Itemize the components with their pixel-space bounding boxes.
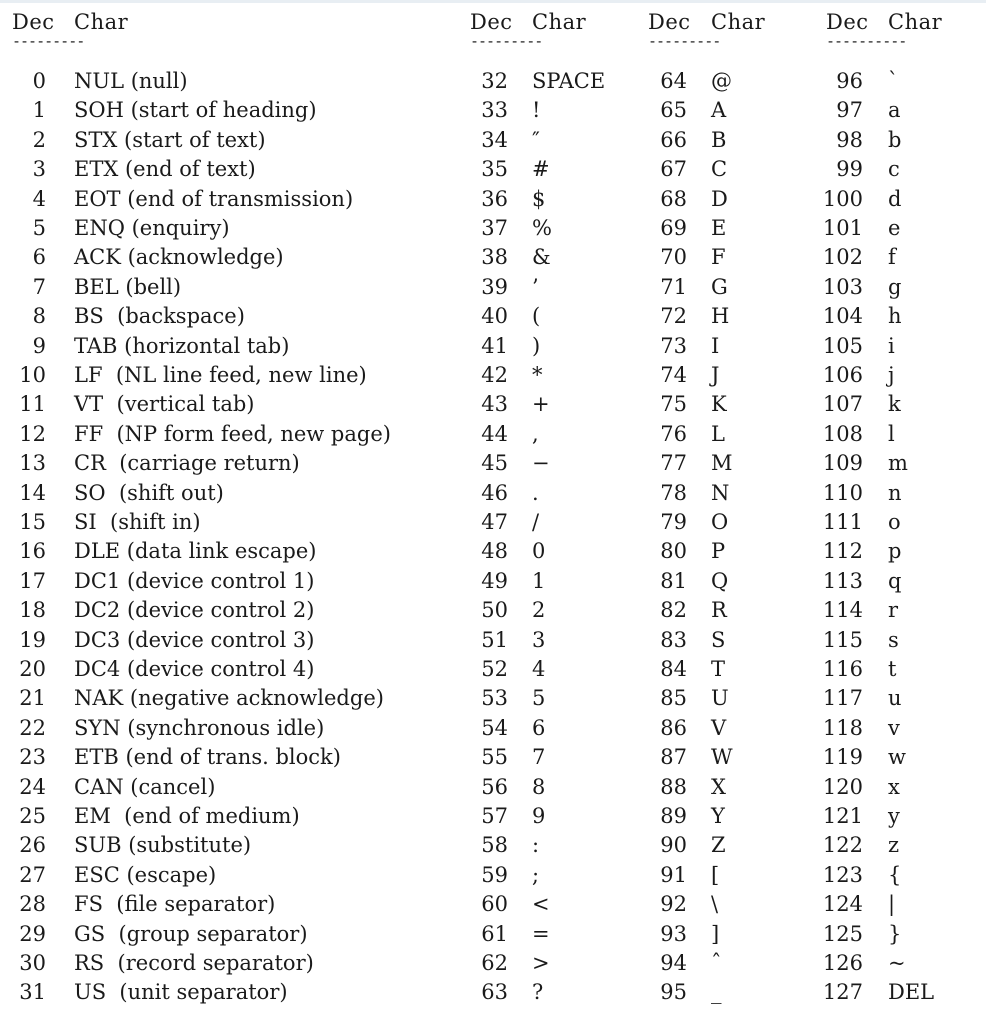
dec-value: 74: [660, 363, 687, 387]
char-value: U: [711, 686, 729, 711]
dec-value: 16: [19, 539, 46, 564]
header-dec: Dec: [12, 10, 55, 34]
dec-value: 25: [19, 804, 46, 828]
char-value: B: [711, 127, 727, 152]
char-value: |: [888, 892, 896, 917]
dec-value: 47: [481, 510, 508, 534]
dec-value: 75: [660, 392, 687, 417]
dec-value: 20: [19, 657, 46, 681]
dec-value: 36: [481, 186, 508, 211]
char-value: BEL (bell): [74, 274, 182, 299]
dec-value: 103: [822, 274, 863, 299]
char-value: FF (NP form feed, new page): [74, 421, 391, 446]
char-value: BS (backspace): [74, 304, 245, 329]
char-value: *: [532, 363, 543, 387]
dec-value: 18: [19, 598, 46, 623]
char-value: SOH (start of heading): [74, 98, 317, 123]
dec-value: 38: [481, 245, 508, 270]
dec-value: 119: [822, 745, 863, 770]
char-value: S: [711, 627, 726, 652]
char-value: o: [888, 510, 901, 534]
dec-value: 107: [822, 392, 863, 417]
char-value: DC4 (device control 4): [74, 657, 315, 681]
header-dec: Dec: [648, 10, 691, 34]
dec-value: 19: [19, 627, 46, 652]
dec-value: 24: [19, 774, 46, 799]
char-value: j: [888, 363, 895, 387]
dec-value: 99: [836, 157, 863, 182]
dec-value: 86: [660, 715, 687, 740]
dec-value: 9: [32, 333, 46, 358]
dec-value: 4: [32, 186, 46, 211]
char-value: RS (record separator): [74, 951, 314, 975]
dec-value: 104: [822, 304, 863, 329]
char-value: >: [532, 951, 550, 975]
char-value: &: [532, 245, 551, 270]
dec-value: 53: [481, 686, 508, 711]
dec-value: 73: [660, 333, 687, 358]
char-value: DC3 (device control 3): [74, 627, 315, 652]
dec-value: 26: [19, 833, 46, 858]
dec-value: 50: [481, 598, 508, 623]
char-value: SYN (synchronous idle): [74, 715, 325, 740]
dec-value: 29: [19, 921, 46, 946]
char-value: z: [888, 833, 900, 858]
dec-value: 126: [822, 951, 863, 975]
dec-value: 115: [822, 627, 863, 652]
char-value: C: [711, 157, 728, 182]
header-char: Char: [888, 10, 943, 34]
char-value: u: [888, 686, 902, 711]
dec-value: 10: [19, 363, 46, 387]
dec-value: 31: [19, 980, 46, 1005]
char-value: x: [888, 774, 900, 799]
dec-value: 98: [836, 127, 863, 152]
dec-value: 78: [660, 480, 687, 505]
char-value: CR (carriage return): [74, 451, 300, 476]
char-value: }: [888, 921, 902, 946]
dec-value: 102: [822, 245, 863, 270]
char-value: t: [888, 657, 897, 681]
dec-value: 95: [660, 980, 687, 1005]
dec-value: 106: [822, 363, 863, 387]
dec-value: 110: [822, 480, 863, 505]
char-value: 6: [532, 715, 546, 740]
dec-value: 127: [822, 980, 863, 1005]
char-value: f: [888, 245, 896, 270]
dec-value: 108: [822, 421, 863, 446]
char-value: NAK (negative acknowledge): [74, 686, 384, 711]
header-dec: Dec: [826, 10, 869, 34]
char-value: O: [711, 510, 729, 534]
char-value: ]: [711, 921, 720, 946]
dec-value: 2: [32, 127, 46, 152]
dec-value: 28: [19, 892, 46, 917]
char-value: Q: [711, 568, 729, 593]
char-value: _: [711, 980, 722, 1005]
char-value: =: [532, 921, 550, 946]
char-value: ?: [532, 980, 544, 1005]
char-value: w: [888, 745, 906, 770]
header-separator: ---------: [12, 32, 85, 50]
char-value: CAN (cancel): [74, 774, 216, 799]
dec-value: 34: [481, 127, 508, 152]
char-value: EOT (end of transmission): [74, 186, 354, 211]
char-value: VT (vertical tab): [74, 392, 255, 417]
char-value: p: [888, 539, 902, 564]
char-value: 8: [532, 774, 546, 799]
dec-value: 35: [481, 157, 508, 182]
dec-value: 117: [822, 686, 863, 711]
char-value: SPACE: [532, 69, 606, 93]
char-value: r: [888, 598, 899, 623]
char-value: LF (NL line feed, new line): [74, 363, 367, 387]
dec-value: 58: [481, 833, 508, 858]
dec-value: 64: [660, 69, 687, 93]
dec-value: 1: [32, 98, 46, 123]
dec-value: 109: [822, 451, 863, 476]
dec-value: 82: [660, 598, 687, 623]
dec-value: 0: [32, 69, 46, 93]
dec-value: 124: [822, 892, 863, 917]
char-value: EM (end of medium): [74, 804, 300, 828]
char-value: i: [888, 333, 895, 358]
char-value: 3: [532, 627, 546, 652]
dec-value: 42: [481, 363, 508, 387]
char-value: 4: [532, 657, 546, 681]
char-value: DC2 (device control 2): [74, 598, 315, 623]
char-value: SI (shift in): [74, 510, 201, 534]
dec-value: 30: [19, 951, 46, 975]
dec-value: 65: [660, 98, 687, 123]
header-separator: ---------: [470, 32, 543, 50]
dec-value: 111: [822, 510, 863, 534]
char-value: A: [711, 98, 727, 123]
dec-value: 112: [822, 539, 863, 564]
header-separator: ---------: [648, 32, 721, 50]
char-value: K: [711, 392, 727, 417]
char-value: v: [888, 715, 900, 740]
dec-value: 89: [660, 804, 687, 828]
dec-value: 113: [822, 568, 863, 593]
dec-value: 33: [481, 98, 508, 123]
char-value: 7: [532, 745, 546, 770]
char-value: −: [532, 451, 550, 476]
dec-value: 32: [481, 69, 508, 93]
char-value: n: [888, 480, 902, 505]
dec-value: 114: [822, 598, 863, 623]
char-value: !: [532, 98, 541, 123]
header-char: Char: [711, 10, 766, 34]
char-value: (: [532, 304, 541, 329]
char-value: W: [711, 745, 733, 770]
char-value: `: [888, 69, 899, 93]
char-value: X: [711, 774, 726, 799]
char-value: I: [711, 333, 720, 358]
char-value: ″: [532, 127, 540, 152]
dec-value: 21: [19, 686, 46, 711]
dec-value: 52: [481, 657, 508, 681]
dec-value: 3: [32, 157, 46, 182]
char-value: y: [888, 804, 900, 828]
dec-value: 93: [660, 921, 687, 946]
char-value: <: [532, 892, 550, 917]
char-value: ~: [888, 951, 906, 975]
dec-value: 96: [836, 69, 863, 93]
char-value: ENQ (enquiry): [74, 216, 230, 240]
char-value: STX (start of text): [74, 127, 266, 152]
dec-value: 83: [660, 627, 687, 652]
char-value: P: [711, 539, 726, 564]
char-value: ): [532, 333, 541, 358]
dec-value: 27: [19, 862, 46, 887]
char-value: ETX (end of text): [74, 157, 256, 182]
dec-value: 43: [481, 392, 508, 417]
char-value: ˆ: [711, 951, 722, 975]
dec-value: 90: [660, 833, 687, 858]
dec-value: 94: [660, 951, 687, 975]
header-separator: ----------: [826, 32, 907, 50]
dec-value: 15: [19, 510, 46, 534]
dec-value: 81: [660, 568, 687, 593]
dec-value: 46: [481, 480, 508, 505]
char-value: DC1 (device control 1): [74, 568, 315, 593]
header-char: Char: [74, 10, 129, 34]
char-value: a: [888, 98, 901, 123]
dec-value: 54: [481, 715, 508, 740]
char-value: k: [888, 392, 901, 417]
dec-value: 71: [660, 274, 687, 299]
dec-value: 17: [19, 568, 46, 593]
dec-value: 101: [822, 216, 863, 240]
dec-value: 61: [481, 921, 508, 946]
char-value: SO (shift out): [74, 480, 224, 505]
dec-value: 37: [481, 216, 508, 240]
char-value: e: [888, 216, 901, 240]
char-value: 2: [532, 598, 546, 623]
dec-value: 92: [660, 892, 687, 917]
dec-value: 121: [822, 804, 863, 828]
char-value: @: [711, 69, 732, 93]
dec-value: 45: [481, 451, 508, 476]
char-value: 1: [532, 568, 546, 593]
dec-value: 44: [481, 421, 508, 446]
dec-value: 120: [822, 774, 863, 799]
char-value: DLE (data link escape): [74, 539, 317, 564]
dec-value: 59: [481, 862, 508, 887]
char-value: SUB (substitute): [74, 833, 252, 858]
char-value: ’: [532, 274, 539, 299]
dec-value: 5: [32, 216, 46, 240]
char-value: Z: [711, 833, 726, 858]
header-char: Char: [532, 10, 587, 34]
char-value: FS (file separator): [74, 892, 276, 917]
dec-value: 62: [481, 951, 508, 975]
dec-value: 57: [481, 804, 508, 828]
char-value: $: [532, 186, 546, 211]
char-value: b: [888, 127, 902, 152]
char-value: GS (group separator): [74, 921, 308, 946]
char-value: l: [888, 421, 895, 446]
char-value: H: [711, 304, 730, 329]
dec-value: 66: [660, 127, 687, 152]
dec-value: 77: [660, 451, 687, 476]
char-value: ACK (acknowledge): [74, 245, 284, 270]
dec-value: 14: [19, 480, 46, 505]
char-value: #: [532, 157, 550, 182]
dec-value: 100: [822, 186, 863, 211]
dec-value: 40: [481, 304, 508, 329]
char-value: ESC (escape): [74, 862, 217, 887]
char-value: ETB (end of trans. block): [74, 745, 341, 770]
top-border: [0, 0, 986, 3]
char-value: h: [888, 304, 902, 329]
dec-value: 48: [481, 539, 508, 564]
dec-value: 11: [19, 392, 46, 417]
char-value: /: [532, 510, 540, 534]
dec-value: 68: [660, 186, 687, 211]
char-value: E: [711, 216, 727, 240]
dec-value: 123: [822, 862, 863, 887]
char-value: {: [888, 862, 902, 887]
dec-value: 69: [660, 216, 687, 240]
char-value: s: [888, 627, 899, 652]
char-value: 5: [532, 686, 546, 711]
dec-value: 12: [19, 421, 46, 446]
dec-value: 91: [660, 862, 687, 887]
dec-value: 87: [660, 745, 687, 770]
dec-value: 39: [481, 274, 508, 299]
dec-value: 6: [32, 245, 46, 270]
char-value: M: [711, 451, 733, 476]
char-value: +: [532, 392, 550, 417]
dec-value: 49: [481, 568, 508, 593]
char-value: :: [532, 833, 540, 858]
dec-value: 51: [481, 627, 508, 652]
char-value: 0: [532, 539, 546, 564]
char-value: g: [888, 274, 902, 299]
char-value: .: [532, 480, 539, 505]
char-value: N: [711, 480, 730, 505]
dec-value: 70: [660, 245, 687, 270]
char-value: \: [711, 892, 719, 917]
dec-value: 23: [19, 745, 46, 770]
char-value: %: [532, 216, 552, 240]
dec-value: 88: [660, 774, 687, 799]
dec-value: 118: [822, 715, 863, 740]
dec-value: 13: [19, 451, 46, 476]
char-value: US (unit separator): [74, 980, 288, 1005]
dec-value: 67: [660, 157, 687, 182]
dec-value: 55: [481, 745, 508, 770]
char-value: T: [711, 657, 726, 681]
dec-value: 84: [660, 657, 687, 681]
char-value: R: [711, 598, 727, 623]
char-value: 9: [532, 804, 546, 828]
char-value: D: [711, 186, 728, 211]
dec-value: 116: [822, 657, 863, 681]
dec-value: 85: [660, 686, 687, 711]
char-value: J: [711, 363, 720, 387]
char-value: Y: [711, 804, 725, 828]
dec-value: 63: [481, 980, 508, 1005]
char-value: ;: [532, 862, 540, 887]
char-value: L: [711, 421, 725, 446]
char-value: TAB (horizontal tab): [74, 333, 290, 358]
char-value: DEL: [888, 980, 935, 1005]
dec-value: 105: [822, 333, 863, 358]
dec-value: 22: [19, 715, 46, 740]
char-value: d: [888, 186, 902, 211]
dec-value: 56: [481, 774, 508, 799]
dec-value: 41: [481, 333, 508, 358]
char-value: q: [888, 568, 902, 593]
dec-value: 8: [32, 304, 46, 329]
dec-value: 80: [660, 539, 687, 564]
dec-value: 79: [660, 510, 687, 534]
char-value: c: [888, 157, 900, 182]
char-value: [: [711, 862, 720, 887]
dec-value: 72: [660, 304, 687, 329]
char-value: ,: [532, 421, 539, 446]
dec-value: 76: [660, 421, 687, 446]
header-dec: Dec: [470, 10, 513, 34]
char-value: NUL (null): [74, 69, 188, 93]
char-value: V: [711, 715, 727, 740]
dec-value: 125: [822, 921, 863, 946]
char-value: F: [711, 245, 726, 270]
dec-value: 97: [836, 98, 863, 123]
dec-value: 60: [481, 892, 508, 917]
char-value: m: [888, 451, 908, 476]
dec-value: 7: [32, 274, 46, 299]
dec-value: 122: [822, 833, 863, 858]
char-value: G: [711, 274, 728, 299]
